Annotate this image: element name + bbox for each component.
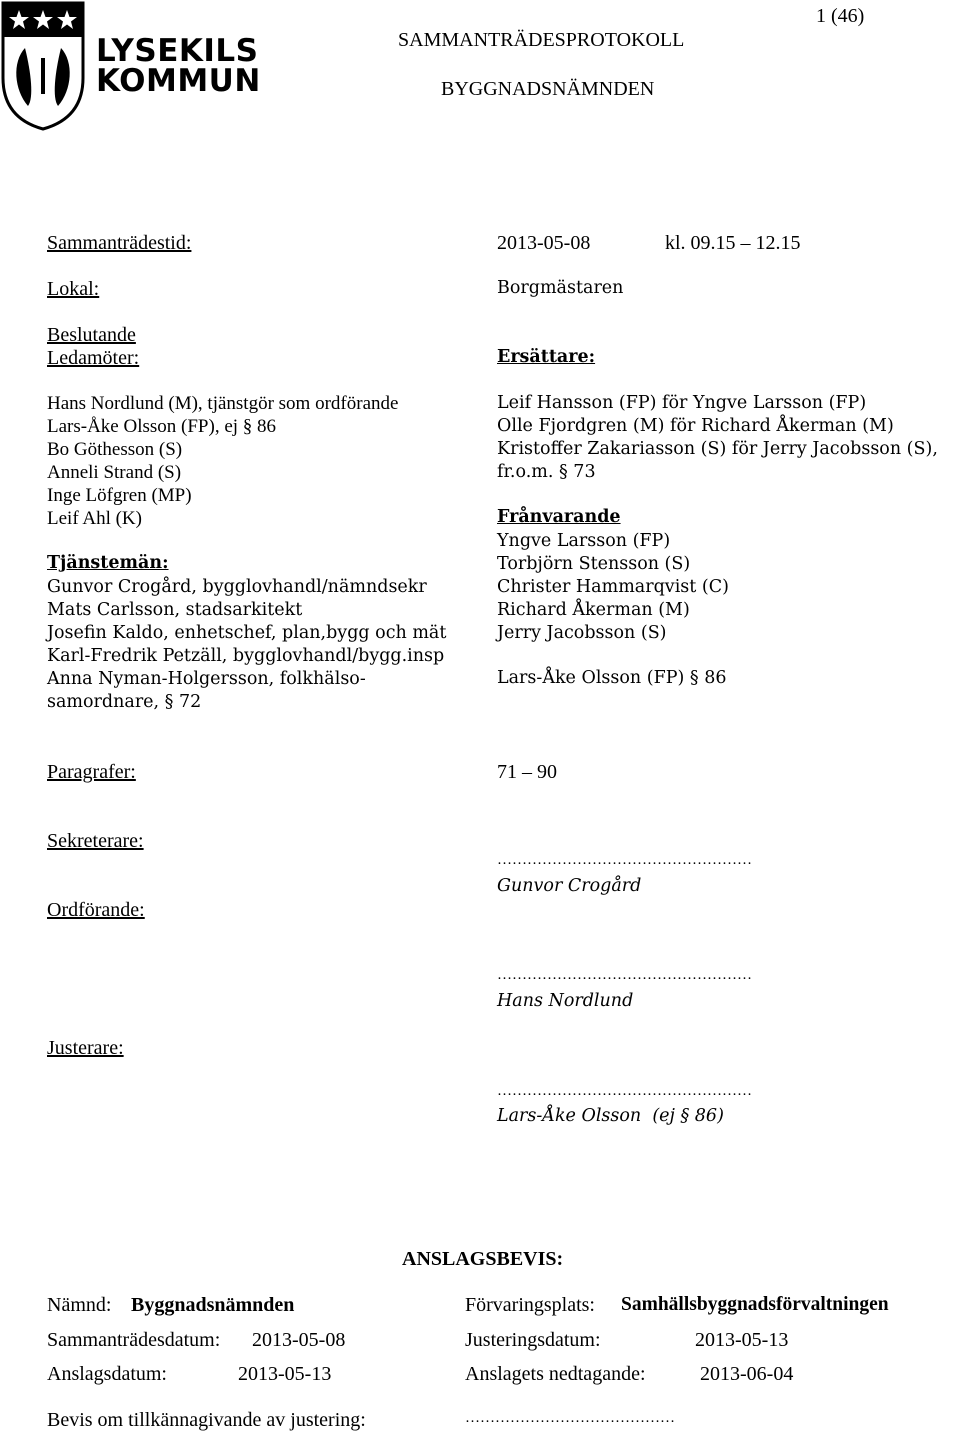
list-item: Torbjörn Stensson (S) [497, 554, 691, 574]
adjuster-name: Lars-Åke Olsson (ej § 86) [497, 1106, 724, 1126]
secretary-signature-line: …………………………………………… [497, 852, 752, 868]
list-item: Josefin Kaldo, enhetschef, plan,bygg och mät [47, 623, 447, 643]
logo-line-2: KOMMUN [96, 63, 261, 99]
chair-name: Hans Nordlund [497, 991, 634, 1011]
list-item: Leif Hansson (FP) för Yngve Larsson (FP) [497, 393, 867, 413]
adjust-date-value: 2013-05-13 [695, 1329, 789, 1351]
secretary-label: Sekreterare: [47, 830, 144, 852]
committee-title: BYGGNADSNÄMNDEN [441, 78, 655, 100]
secretary-name: Gunvor Crogård [497, 876, 642, 896]
page-number: 1 (46) [816, 5, 865, 27]
board-value: Byggnadsnämnden [131, 1294, 295, 1316]
removal-label: Anslagets nedtagande: [465, 1363, 646, 1385]
list-item: Richard Åkerman (M) [497, 600, 690, 620]
list-item: Anna Nyman-Holgersson, folkhälso- [47, 669, 366, 689]
venue-value: Borgmästaren [497, 278, 624, 298]
list-item: Christer Hammarqvist (C) [497, 577, 729, 597]
removal-value: 2013-06-04 [700, 1363, 794, 1385]
proof-signature-line: …………………………………… [465, 1410, 675, 1426]
list-item: Karl-Fredrik Petzäll, bygglovhandl/bygg.insp [47, 646, 445, 666]
officials-list [47, 576, 446, 714]
list-item: Hans Nordlund (M), tjänstgör som ordförande [47, 393, 399, 414]
members-label [47, 324, 139, 370]
absent-note: Lars-Åke Olsson (FP) § 86 [497, 668, 727, 688]
meeting-date: 2013-05-08 [497, 232, 591, 254]
members-label-line-1: Beslutande [47, 324, 136, 346]
officials-label: Tjänstemän: [47, 553, 169, 573]
list-item: Lars-Åke Olsson (FP), ej § 86 [47, 416, 277, 437]
paragraphs-value: 71 – 90 [497, 761, 557, 783]
list-item: Kristoffer Zakariasson (S) för Jerry Jacobsson (S), [497, 439, 938, 459]
coat-of-arms-icon [0, 0, 86, 132]
adjust-date-label: Justeringsdatum: [465, 1329, 601, 1351]
list-item: Leif Ahl (K) [47, 508, 142, 529]
board-label: Nämnd: [47, 1294, 112, 1316]
list-item: Bo Göthesson (S) [47, 439, 183, 460]
list-item: Olle Fjordgren (M) för Richard Åkerman (M) [497, 416, 894, 436]
paragraphs-label: Paragrafer: [47, 761, 136, 783]
municipality-logo [0, 0, 261, 135]
post-date-value: 2013-05-13 [238, 1363, 332, 1385]
adjuster-signature-line: …………………………………………… [497, 1083, 752, 1099]
substitutes-label: Ersättare: [497, 347, 596, 367]
absent-list [497, 530, 729, 645]
meeting-time-label: Sammanträdestid: [47, 232, 192, 254]
meeting-time: kl. 09.15 – 12.15 [665, 232, 801, 254]
storage-value: Samhällsbyggnadsförvaltningen [621, 1294, 889, 1315]
list-item: Yngve Larsson (FP) [497, 531, 671, 551]
members-list [47, 392, 398, 530]
list-item: Anneli Strand (S) [47, 462, 182, 483]
list-item: fr.o.m. § 73 [497, 462, 596, 482]
list-item: Jerry Jacobsson (S) [497, 623, 667, 643]
list-item: Inge Löfgren (MP) [47, 485, 192, 506]
chair-label: Ordförande: [47, 899, 145, 921]
list-item: Mats Carlsson, stadsarkitekt [47, 600, 303, 620]
meeting-date-label: Sammanträdesdatum: [47, 1329, 221, 1351]
adjuster-label: Justerare: [47, 1037, 124, 1059]
absent-label: Frånvarande [497, 507, 621, 527]
post-date-label: Anslagsdatum: [47, 1363, 167, 1385]
logo-line-1: LYSEKILS [96, 33, 259, 69]
venue-label: Lokal: [47, 278, 100, 300]
list-item: samordnare, § 72 [47, 692, 202, 712]
proof-label: Bevis om tillkännagivande av justering: [47, 1409, 366, 1431]
chair-signature-line: …………………………………………… [497, 967, 752, 983]
storage-label: Förvaringsplats: [465, 1294, 595, 1316]
members-label-line-2: Ledamöter: [47, 347, 140, 369]
meeting-date-value: 2013-05-08 [252, 1329, 346, 1351]
notice-title: ANSLAGSBEVIS: [402, 1248, 564, 1270]
list-item: Gunvor Crogård, bygglovhandl/nämndsekr [47, 577, 427, 597]
substitutes-list [497, 392, 938, 484]
document-title: SAMMANTRÄDESPROTOKOLL [398, 29, 685, 51]
